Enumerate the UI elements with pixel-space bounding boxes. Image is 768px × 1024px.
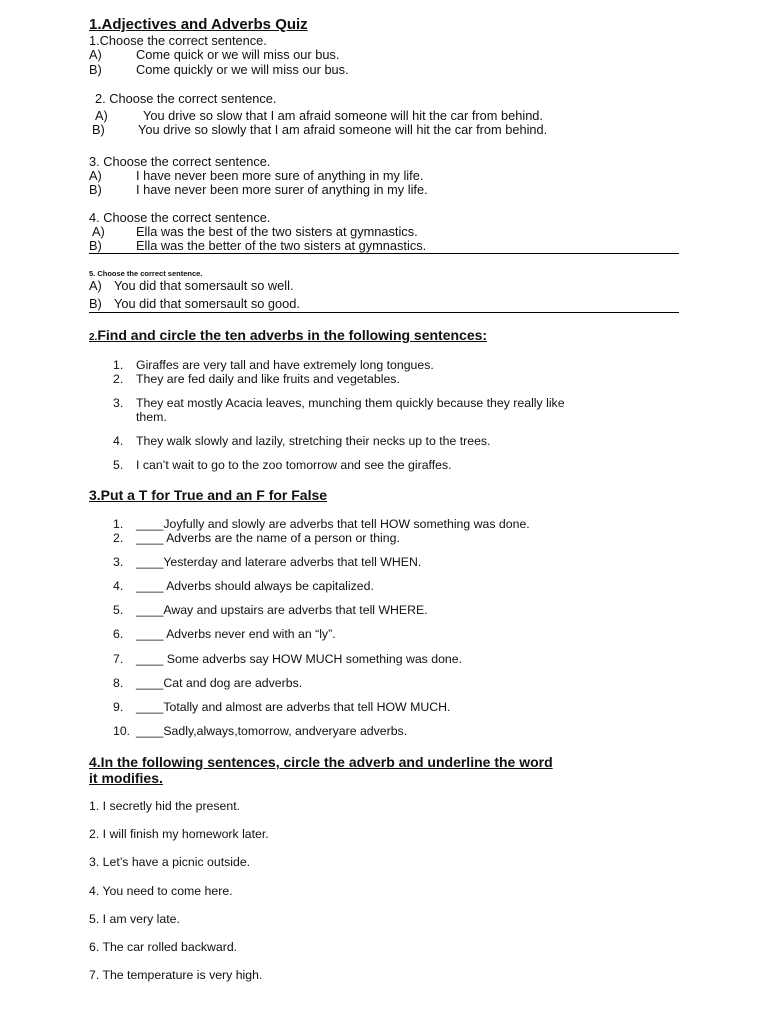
list-item-number: 1. [113,358,124,372]
divider [89,312,679,313]
q5-option-b-text: You did that somersault so good. [114,296,300,311]
q2-option-b-text: You drive so slowly that I am afraid someone will hit the car from behind. [138,122,548,137]
list-item: 3. Let’s have a picnic outside. [89,855,251,869]
list-item-number: 6. [113,627,124,641]
q5-prompt: 5. Choose the correct sentence. [89,269,203,278]
list-item: ____ Adverbs never end with an “ly”. [136,627,336,641]
list-item-number: 5. [113,603,124,617]
q4-option-b-letter: B) [89,238,102,253]
q5-option-b-letter: B) [89,296,102,311]
list-item-number: 1. [113,517,124,531]
q1-option-a-letter: A) [89,47,102,62]
list-item-number: 3. [113,555,124,569]
list-item-number: 7. [113,652,124,666]
list-item: ____ Some adverbs say HOW MUCH something was done. [136,652,463,666]
list-item: 6. The car rolled backward. [89,940,238,954]
q3-option-b-text: I have never been more surer of anything in my life. [136,182,428,197]
list-item-number: 9. [113,700,124,714]
q4-option-a-letter: A) [92,224,105,239]
list-item: ____Totally and almost are adverbs that tell HOW MUCH. [136,700,451,714]
list-item-number: 3. [113,396,124,410]
list-item-continuation: them. [136,410,167,424]
section3-heading: 3.Put a T for True and an F for False [89,487,328,503]
q2-option-a-text: You drive so slow that I am afraid someone will hit the car from behind. [143,108,543,123]
list-item: ____Yesterday and laterare adverbs that tell WHEN. [136,555,422,569]
q1-prompt: 1.Choose the correct sentence. [89,33,267,48]
section2-heading-number: 2. [89,332,98,343]
divider [89,253,679,254]
q2-option-a-letter: A) [95,108,108,123]
q3-prompt: 3. Choose the correct sentence. [89,154,271,169]
list-item: They walk slowly and lazily, stretching their necks up to the trees. [136,434,491,448]
list-item: Giraffes are very tall and have extremely long tongues. [136,358,434,372]
q1-option-a-text: Come quick or we will miss our bus. [136,47,340,62]
list-item: ____ Adverbs are the name of a person or thing. [136,531,400,545]
quiz-title-text: Adjectives and Adverbs Quiz [101,16,308,33]
q1-option-b-letter: B) [89,62,102,77]
q3-option-a-text: I have never been more sure of anything in my life. [136,168,424,183]
list-item: ____Sadly,always,tomorrow, andveryare adverbs. [136,724,408,738]
section2-heading-text: Find and circle the ten adverbs in the following sentences: [97,327,488,343]
list-item: ____Away and upstairs are adverbs that tell WHERE. [136,603,428,617]
list-item: 5. I am very late. [89,912,180,926]
list-item: I can’t wait to go to the zoo tomorrow and see the giraffes. [136,458,452,472]
q4-prompt: 4. Choose the correct sentence. [89,210,271,225]
q2-prompt: 2. Choose the correct sentence. [95,91,277,106]
q4-option-b-text: Ella was the better of the two sisters at gymnastics. [136,238,427,253]
q3-option-a-letter: A) [89,168,102,183]
list-item: ____Joyfully and slowly are adverbs that tell HOW something was done. [136,517,530,531]
q2-option-b-letter: B) [92,122,105,137]
q1-option-b-text: Come quickly or we will miss our bus. [136,62,349,77]
q5-option-a-letter: A) [89,278,102,293]
list-item-number: 2. [113,531,124,545]
list-item: They are fed daily and like fruits and vegetables. [136,372,400,386]
q5-option-a-text: You did that somersault so well. [114,278,294,293]
quiz-title [89,17,308,33]
list-item: 7. The temperature is very high. [89,968,263,982]
list-item: ____Cat and dog are adverbs. [136,676,303,690]
list-item: 4. You need to come here. [89,884,233,898]
q3-option-b-letter: B) [89,182,102,197]
list-item-number: 4. [113,434,124,448]
quiz-title-number: 1. [89,16,102,33]
q4-option-a-text: Ella was the best of the two sisters at gymnastics. [136,224,418,239]
list-item: 1. I secretly hid the present. [89,799,241,813]
section4-heading-line2: it modifies. [89,770,163,786]
list-item: ____ Adverbs should always be capitalized. [136,579,374,593]
list-item-number: 5. [113,458,124,472]
list-item: They eat mostly Acacia leaves, munching them quickly because they really like [136,396,565,410]
list-item-number: 8. [113,676,124,690]
section2-heading [89,327,487,346]
list-item-number: 10. [113,724,131,738]
section4-heading-line1: 4.In the following sentences, circle the adverb and underline the word [89,754,553,770]
list-item-number: 4. [113,579,124,593]
list-item-number: 2. [113,372,124,386]
list-item: 2. I will finish my homework later. [89,827,269,841]
